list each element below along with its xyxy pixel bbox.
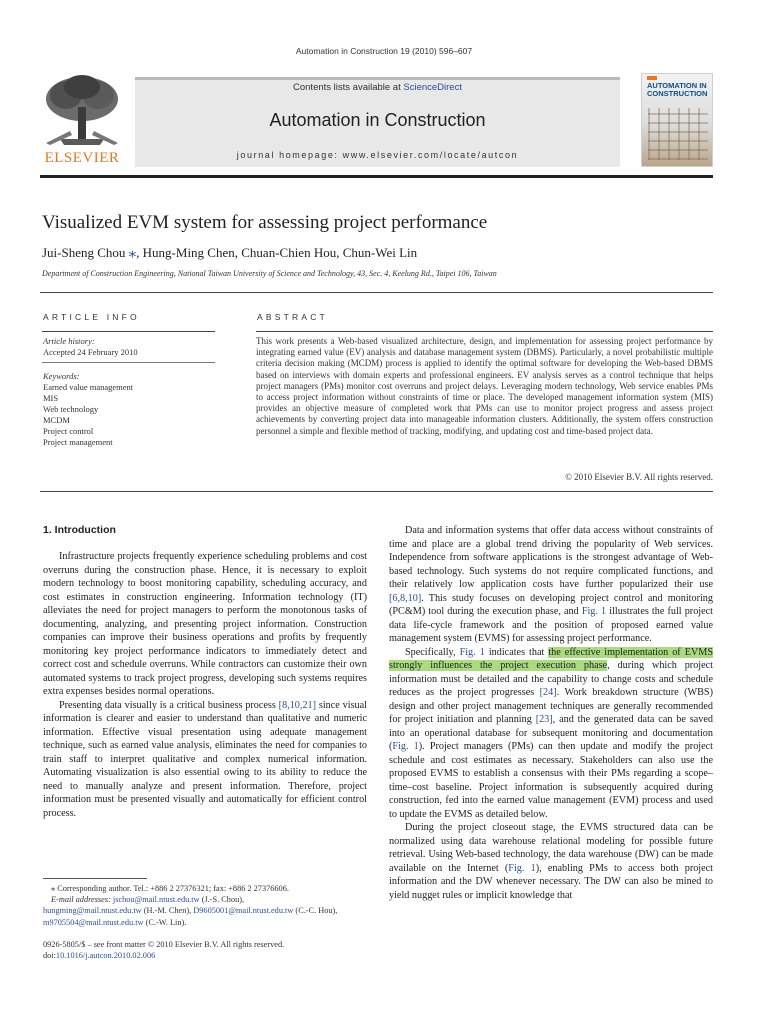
paragraph: [43, 699, 367, 821]
citation-link[interactable]: [24]: [539, 687, 557, 698]
footnote-divider: [43, 878, 147, 879]
keyword-item: Project management: [43, 437, 113, 447]
divider: [42, 362, 215, 363]
contents-line: [135, 82, 620, 93]
body-right-column: [389, 524, 713, 902]
cover-image: [648, 108, 708, 160]
divider: [40, 491, 713, 492]
section-heading-introduction: 1. Introduction: [43, 524, 116, 536]
email-owner: (J.-S. Chou),: [199, 895, 245, 905]
email-link[interactable]: D9605001@mail.ntust.edu.tw: [193, 906, 294, 916]
email-owner: (H.-M. Chen),: [141, 906, 194, 916]
figure-link[interactable]: Fig. 1: [508, 862, 536, 874]
paper-title: Visualized EVM system for assessing project performance: [42, 212, 488, 233]
paragraph: Infrastructure projects frequently experience scheduling problems and cost overruns during the construction phase. Hence, it is necessary to exploit modern technology to boost monitoring capability, scheduling accuracy, and cost estimates in construction engineering. Information technology (IT) alleviates the need for project managers to perform the monotonous tasks of documenting, analyzing, and presenting project information. Construction companies can improve their business operations and profits by frequently monitoring key project performance indicators to immediately detect and correct cost and schedule overruns. While contractors can customize their own automated systems to track project progress, developing such systems requires extra expenses besides normal operations.: [43, 551, 367, 697]
email-label: E-mail addresses:: [51, 895, 113, 905]
email-link[interactable]: jschou@mail.ntust.edu.tw: [112, 895, 200, 905]
keywords-list: [43, 382, 133, 448]
text-run: Data and information systems that offer data access without constraints of time and place are a global trend driving the popularity of Web services. Independence from software applications is the strongest advantage of Web-based technology. Such systems do not require complicated functions, and their relatively low application costs have further popularized their use: [389, 525, 713, 590]
corresponding-author-note: ⁎ Corresponding author. Tel.: +886 2 27376321; fax: +886 2 27376606.: [51, 884, 289, 893]
cover-accent: [647, 76, 657, 80]
journal-title: Automation in Construction: [269, 110, 486, 130]
author-others: , Hung-Ming Chen, Chuan-Chien Hou, Chun-Wei Lin: [136, 245, 418, 260]
highlighted-text[interactable]: the effective implementation of EVMS strongly influences the project execution phase: [389, 646, 714, 671]
tree-logo-icon: [40, 73, 124, 149]
paragraph: [389, 646, 713, 822]
figure-link[interactable]: Fig. 1: [392, 741, 419, 752]
text-run: illustrates the full project data life-cycle framework and the position of proposed earned value management system (EVMS) for assessing project performance.: [389, 606, 713, 644]
text-run: indicates that: [484, 646, 549, 658]
email-line: [43, 894, 373, 905]
text-run: , during which project information must be detailed and the capability to change costs and schedule reduces as the project progresses: [389, 660, 713, 698]
citation-link[interactable]: [23]: [535, 714, 553, 725]
history-label: Article history:: [43, 336, 95, 346]
sciencedirect-link[interactable]: ScienceDirect: [403, 82, 462, 93]
email-line: [43, 917, 373, 928]
text-run: , and the generated data can be saved into an operational database for subsequent monitoring and documentation (: [389, 714, 713, 752]
header-divider: [40, 175, 713, 178]
email-owner: (C.-C. Hou),: [293, 906, 338, 916]
keywords-label: Keywords:: [43, 371, 80, 381]
body-left-column: [43, 550, 367, 820]
text-run: since visual information is clearer and easier to understand than qualitative and numeric information. Effective visual presentation using adequate management technique, such as earned value analysis, eliminates the need for companies to train staff to interpret qualitative and complex numerical information. Automating visualization is also essential owing to its ability to reduce the need to manually analyze and present information. Therefore, project information must be presented visually and automatically for efficient control process.: [43, 699, 367, 819]
doi-label: doi:: [43, 951, 56, 961]
abstract-heading: ABSTRACT: [257, 312, 328, 322]
citation-link[interactable]: [8,10,21]: [278, 699, 317, 711]
journal-cover-thumbnail: [641, 73, 713, 167]
publication-meta: [43, 939, 373, 961]
text-run: ). Project managers (PMs) can then update and modify the project schedule and cost estimates as necessary. Stakeholders can also use the proposed EVMS to establish a consensus with their PMs regarding a scope–time–cost baseline. Project information is subsequently acquired during construction, fed into the earned value management (EVM) process and used to update the EVMS as detailed below.: [389, 741, 713, 820]
corresponding-author-mark[interactable]: ⁎: [128, 245, 137, 261]
divider: [256, 331, 713, 332]
figure-link[interactable]: Fig. 1: [581, 606, 607, 617]
text-run: During the project closeout stage, the EVMS structured data can be normalized using data warehouse relational modeling for possible future retrieval. Using Web-based technology, the data warehouse (DW) can be made available on the Internet (: [389, 822, 713, 874]
text-run: . This study focuses on developing project control and monitoring (PC&M) tool during the execution phase, and: [389, 592, 713, 617]
issn-line: 0926-5805/$ – see front matter © 2010 Elsevier B.V. All rights reserved.: [43, 940, 285, 949]
history-value: Accepted 24 February 2010: [43, 347, 138, 357]
author-primary: Jui-Sheng Chou: [42, 245, 126, 260]
keyword-item: Project control: [43, 426, 94, 436]
divider: [40, 292, 713, 293]
journal-homepage[interactable]: journal homepage: www.elsevier.com/locate/autcon: [236, 150, 519, 160]
text-run: Presenting data visually is a critical business process: [59, 699, 279, 711]
keyword-item: MCDM: [43, 415, 70, 425]
text-run: Specifically,: [405, 646, 460, 658]
affiliation: Department of Construction Engineering, National Taiwan University of Science and Technology, 43, Sec. 4, Keelung Rd., Taipei 106, Taiwan: [42, 269, 497, 278]
contents-prefix: Contents lists available at: [293, 82, 404, 93]
footnotes: [43, 883, 373, 928]
email-link[interactable]: hungming@mail.ntust.edu.tw: [43, 906, 142, 916]
email-link[interactable]: m9705504@mail.ntust.edu.tw: [43, 917, 144, 927]
cover-title: AUTOMATION IN CONSTRUCTION: [647, 81, 708, 98]
citation-link[interactable]: [6,8,10]: [389, 592, 422, 604]
publisher-wordmark: ELSEVIER: [44, 150, 120, 166]
text-run: . Work breakdown structure (WBS) design and other project management techniques are generally recommended for project initiation and planning: [389, 687, 713, 725]
abstract-text: This work presents a Web-based visualized architecture, design, and implementation for assessing project performance by integrating earned value (EV) analysis and database management system (DBMS). Particularly, a novel probabilistic multiple criteria decision making (MCDM) process is applied to identify the optimal software for developing the Web-based DBMS based on interviews with domain experts and professional engineers. EV analysis serves as a control technique that helps project managers (PMs) monitor cost overruns and project delays. Leveraging modern technology, Web service enables PMs to access project information without constraints of time or place. The developed management information system (MIS) provides an objective measure of completed work that PMs can use to monitor project progress and assess project achievements by converting project data into manageable information clusters. Additionally, the system offers construction personnel a simple and flexible method of tracking, modifying, and updating cost and time-based project data.: [256, 336, 713, 436]
keyword-item: Earned value management: [43, 382, 134, 392]
email-owner: (C.-W. Lin).: [143, 917, 187, 927]
figure-link[interactable]: Fig. 1: [459, 646, 485, 658]
journal-reference: Automation in Construction 19 (2010) 596–607: [295, 46, 473, 56]
copyright-notice: © 2010 Elsevier B.V. All rights reserved.: [565, 472, 713, 482]
keyword-item: Web technology: [43, 404, 99, 414]
text-run: ), enabling PMs to access both project information and the DW whenever necessary. The DW can also be mined to yield nugget rules or implicit knowledge that: [389, 862, 714, 901]
divider: [42, 331, 215, 332]
keyword-item: MIS: [43, 393, 59, 403]
email-line: [43, 905, 373, 916]
doi-line: [43, 950, 373, 961]
paragraph: [389, 821, 713, 902]
author-list: [42, 243, 417, 262]
doi-link[interactable]: 10.1016/j.autcon.2010.02.006: [55, 951, 156, 961]
article-info-heading: ARTICLE INFO: [43, 312, 140, 322]
paragraph: [389, 524, 713, 646]
